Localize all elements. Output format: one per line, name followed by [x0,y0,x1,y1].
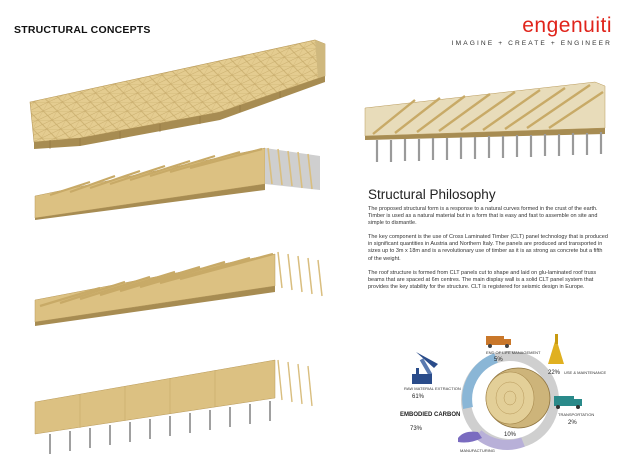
value-transport: 2% [568,420,577,426]
render-end-view [355,72,615,172]
pickaxe-icon [416,352,438,376]
value-end: 5% [494,357,503,363]
value-embodied: 73% [410,426,423,432]
render-wall-piles [30,350,330,460]
render-full-roof [20,30,350,150]
brand-tagline: IMAGINE + CREATE + ENGINEER [451,40,612,47]
label-use: USE & MAINTENANCE [564,370,607,375]
label-raw: RAW MATERIAL EXTRACTION [404,386,461,391]
value-raw: 61% [412,394,425,400]
label-embodied: EMBODIED CARBON [400,412,461,418]
hand-icon [458,432,482,443]
philosophy-paragraph: The roof structure is formed from CLT panels cut to shape and laid on glu-laminated roof truss beams that are spaced at 6m centres. The main display wall is a solid CLT panel system that provides the key stability for the structure. CLT is registered for seismic design in Europe. [368,269,597,290]
philosophy-heading: Structural Philosophy [368,187,496,202]
structural-philosophy [368,187,608,298]
brand-name: engenuiti [522,14,612,37]
render-frame-with-wall [30,140,330,220]
label-manufacturing: MANUFACTURING [460,448,495,453]
brand-logo [452,14,612,47]
philosophy-paragraph: The key component is the use of Cross Laminated Timber (CLT) panel technology that is produced in significant quantities in Austria and Northern Italy. The panels are produced and transported in sizes up to 3m x 18m and is a revolutionary use of timber as it is as strong as concrete but a fifth of the weight. [368,234,608,262]
label-transport: TRANSPORTATION [558,412,595,417]
lorry-icon [554,396,582,409]
value-manufacturing: 10% [504,432,517,438]
value-use: 22% [548,370,561,376]
page-title: STRUCTURAL CONCEPTS [14,24,151,36]
lifecycle-diagram [398,334,620,464]
crane-icon [548,334,564,364]
truck-icon [486,336,511,348]
label-end: END OF LIFE MANAGEMENT [486,350,541,355]
timber-log [486,368,550,428]
render-roof-beams [30,240,330,330]
philosophy-paragraph: The proposed structural form is a response to a natural curves formed in the crust of the earth. Timber is used as a natural material but in a form that is easy and fast to assemble on site and simple to dismantle. [368,206,598,227]
